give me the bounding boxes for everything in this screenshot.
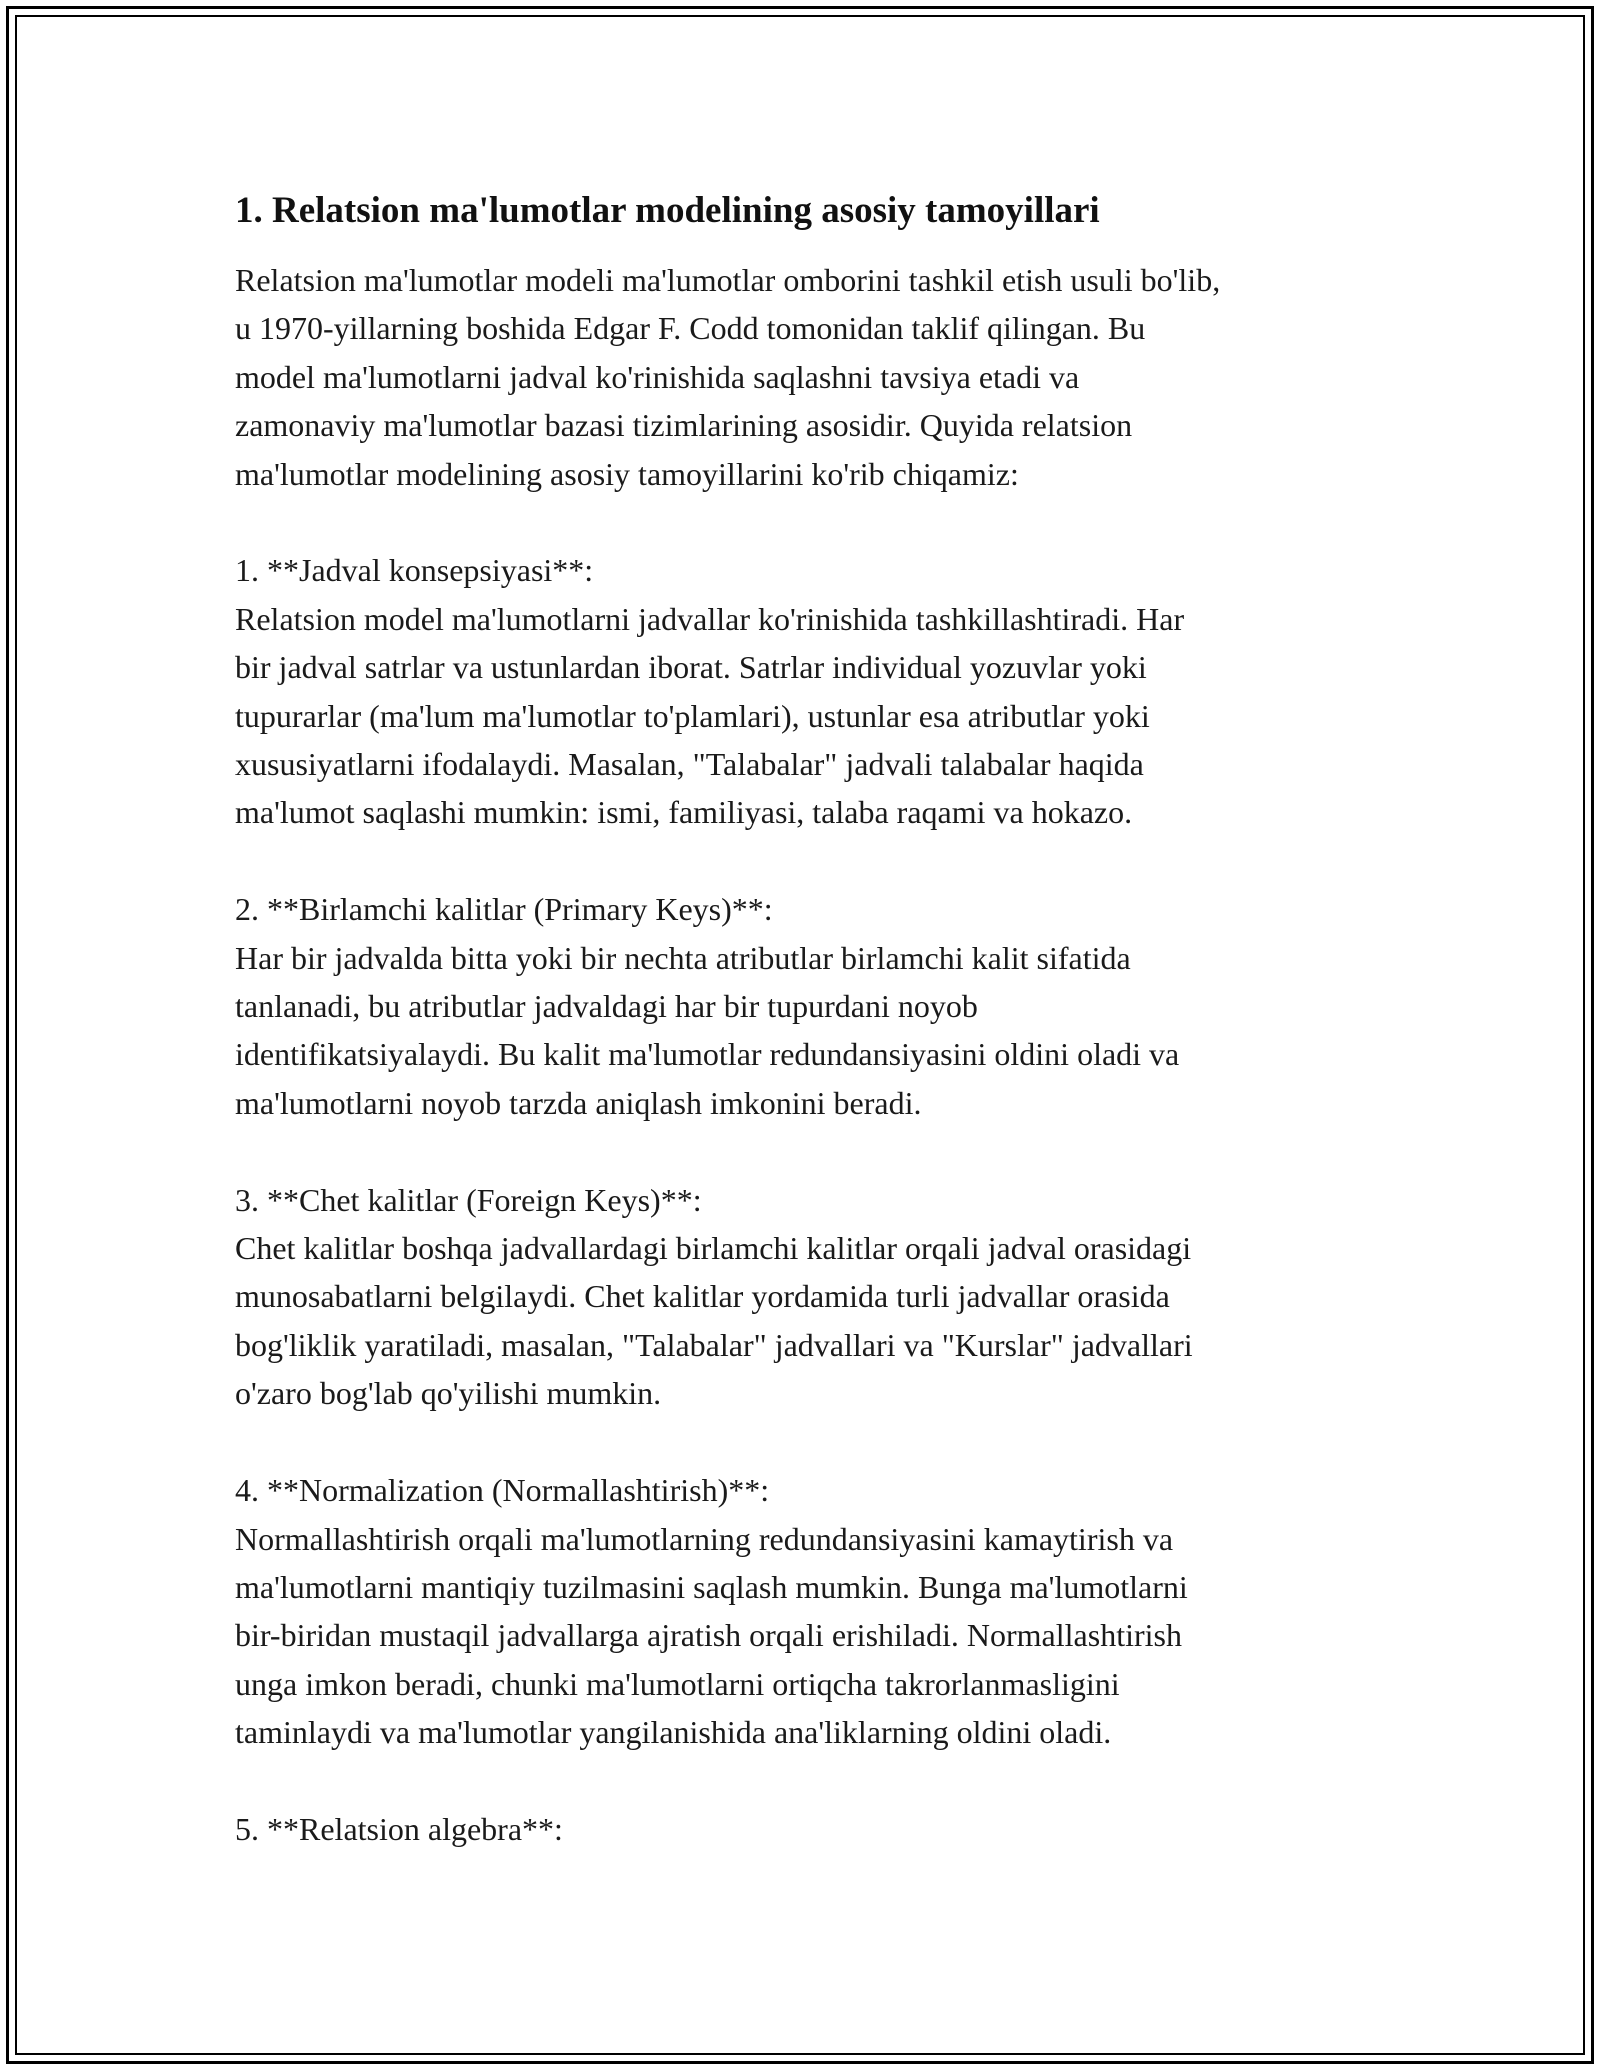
section-body-foreign-keys: Chet kalitlar boshqa jadvallardagi birlamchi kalitlar orqali jadval orasidagi munosabatlarni belgilaydi. Chet kalitlar yordamida turli jadvallar orasida bog'liklik yaratiladi, masalan, "Talabalar" jadvallari va "Kurslar" jadvallari o'zaro bog'lab qo'yilishi mumkin.	[235, 1230, 1193, 1412]
section-title-table-concept: 1. **Jadval konsepsiyasi**:	[235, 552, 594, 589]
section-spacer	[235, 498, 1385, 546]
page-title: 1. Relatsion ma'lumotlar modelining asosiy tamoyillari	[235, 190, 1100, 231]
section-body-table-concept: Relatsion model ma'lumotlarni jadvallar ko'rinishida tashkillashtiradi. Har bir jadval satrlar va ustunlardan iborat. Satrlar individual yozuvlar yoki tupurarlar (ma'lum ma'lumotlar to'plamlari), ustunlar esa atributlar yoki xususiyatlarni ifodalaydi. Masalan, "Talabalar" jadvali talabalar haqida ma'lumot saqlashi mumkin: ismi, familiyasi, talaba raqami va hokazo.	[235, 600, 1185, 831]
section-title-primary-keys: 2. **Birlamchi kalitlar (Primary Keys)**:	[235, 891, 773, 928]
document-body	[235, 186, 1385, 1853]
section-title-relational-algebra: 5. **Relatsion algebra**:	[235, 1810, 563, 1847]
section-body-normalization: Normallashtirish orqali ma'lumotlarning redundansiyasini kamaytirish va ma'lumotlarni mantiqiy tuzilmasini saqlash mumkin. Bunga ma'lumotlarni bir-biridan mustaqil jadvallarga ajratish orqali erishiladi. Normallashtirish unga imkon beradi, chunki ma'lumotlarni ortiqcha takrorlanmasligini taminlaydi va ma'lumotlar yangilanishida ana'liklarning oldini oladi.	[235, 1520, 1188, 1751]
section-body-primary-keys: Har bir jadvalda bitta yoki bir nechta atributlar birlamchi kalit sifatida tanlanadi, bu atributlar jadvaldagi har bir tupurdani noyob identifikatsiyalaydi. Bu kalit ma'lumotlar redundansiyasini oldini oladi va ma'lumotlarni noyob tarzda aniqlash imkonini beradi.	[235, 939, 1180, 1121]
section-spacer	[235, 837, 1385, 885]
section-spacer	[235, 1418, 1385, 1466]
intro-paragraph: Relatsion ma'lumotlar modeli ma'lumotlar omborini tashkil etish usuli bo'lib, u 1970-yillarning boshida Edgar F. Codd tomonidan taklif qilingan. Bu model ma'lumotlarni jadval ko'rinishida saqlashni tavsiya etadi va zamonaviy ma'lumotlar bazasi tizimlarining asosidir. Quyida relatsion ma'lumotlar modelining asosiy tamoyillarini ko'rib chiqamiz:	[235, 262, 1221, 492]
section-title-normalization: 4. **Normalization (Normallashtirish)**:	[235, 1472, 770, 1509]
section-title-foreign-keys: 3. **Chet kalitlar (Foreign Keys)**:	[235, 1181, 702, 1218]
section-spacer	[235, 1757, 1385, 1805]
section-spacer	[235, 1127, 1385, 1175]
